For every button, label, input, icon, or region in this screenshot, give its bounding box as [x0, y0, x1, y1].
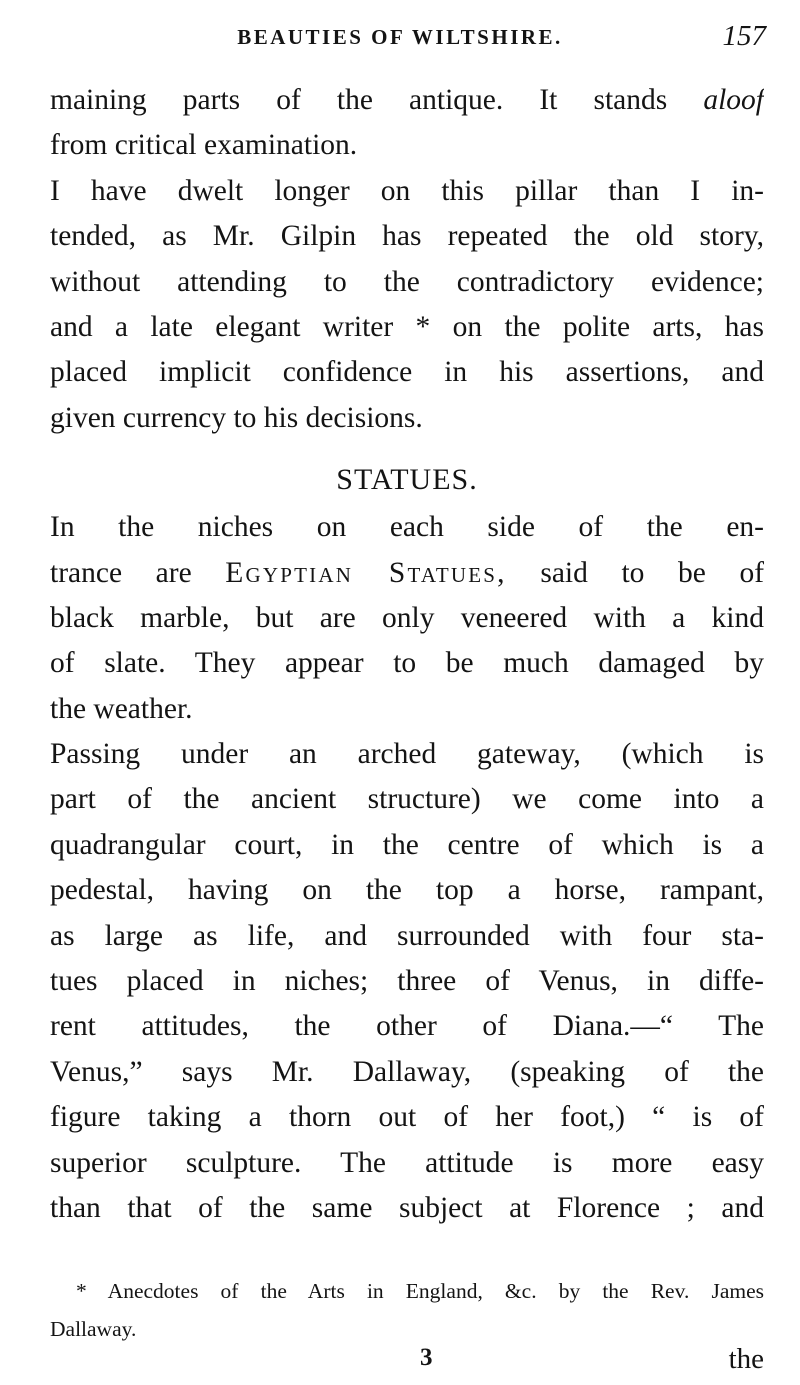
line-text: maining parts of the antique. It stands — [50, 84, 668, 116]
paragraph-line: superior sculpture. The attitude is more easy — [50, 1146, 764, 1179]
paragraph-line: of slate. They appear to be much damaged by — [50, 647, 764, 680]
paragraph-line: placed implicit confidence in his assertions, and — [50, 356, 764, 389]
footnote-line: Dallaway. — [50, 1317, 137, 1341]
paragraph-line — [50, 78, 764, 123]
paragraph-line: In the niches on each side of the en- — [50, 511, 764, 544]
paragraph-line: tues placed in niches; three of Venus, in diffe- — [50, 965, 764, 998]
paragraph-line: Venus,” says Mr. Dallaway, (speaking of the — [50, 1055, 764, 1088]
line-text: said to be of — [540, 556, 764, 589]
paragraph-line: without attending to the contradictory evidence; — [50, 265, 764, 298]
page-number: 157 — [722, 20, 766, 52]
paragraph-line: rent attitudes, the other of Diana.—“ The — [50, 1010, 764, 1043]
line-text: trance are — [50, 556, 192, 589]
signature-mark: 3 — [420, 1344, 433, 1371]
paragraph-line: and a late elegant writer * on the polite arts, has — [50, 310, 764, 343]
section-heading: STATUES. — [336, 463, 478, 497]
catchword: the — [728, 1343, 764, 1375]
small-caps-text: Egyptian Statues, — [225, 556, 507, 589]
paragraph-line: figure taking a thorn out of her foot,) “ is of — [50, 1101, 764, 1134]
paragraph-line: Passing under an arched gateway, (which is — [50, 738, 764, 771]
footnote-line: * Anecdotes of the Arts in England, &c. by the Rev. James — [76, 1279, 764, 1303]
italic-word: aloof — [703, 84, 764, 116]
footnote — [50, 1272, 764, 1348]
paragraph-line: the weather. — [50, 692, 193, 725]
paragraph-line: pedestal, having on the top a horse, rampant, — [50, 874, 764, 907]
paragraph-line: than that of the same subject at Florence ; and — [50, 1191, 764, 1224]
paragraph-line: given currency to his decisions. — [50, 401, 423, 434]
paragraph-line: as large as life, and surrounded with four sta- — [50, 919, 764, 952]
running-title: BEAUTIES OF WILTSHIRE. — [237, 25, 563, 49]
paragraph-line: quadrangular court, in the centre of which is a — [50, 828, 764, 861]
paragraph-line: from critical examination. — [50, 129, 358, 162]
paragraph-line: black marble, but are only veneered with a kind — [50, 601, 764, 634]
paragraph-line: I have dwelt longer on this pillar than I in- — [50, 174, 764, 207]
paragraph-line — [50, 551, 764, 596]
paragraph-line: part of the ancient structure) we come into a — [50, 783, 764, 816]
paragraph-line: tended, as Mr. Gilpin has repeated the old story, — [50, 220, 764, 253]
body-text — [50, 78, 764, 1231]
